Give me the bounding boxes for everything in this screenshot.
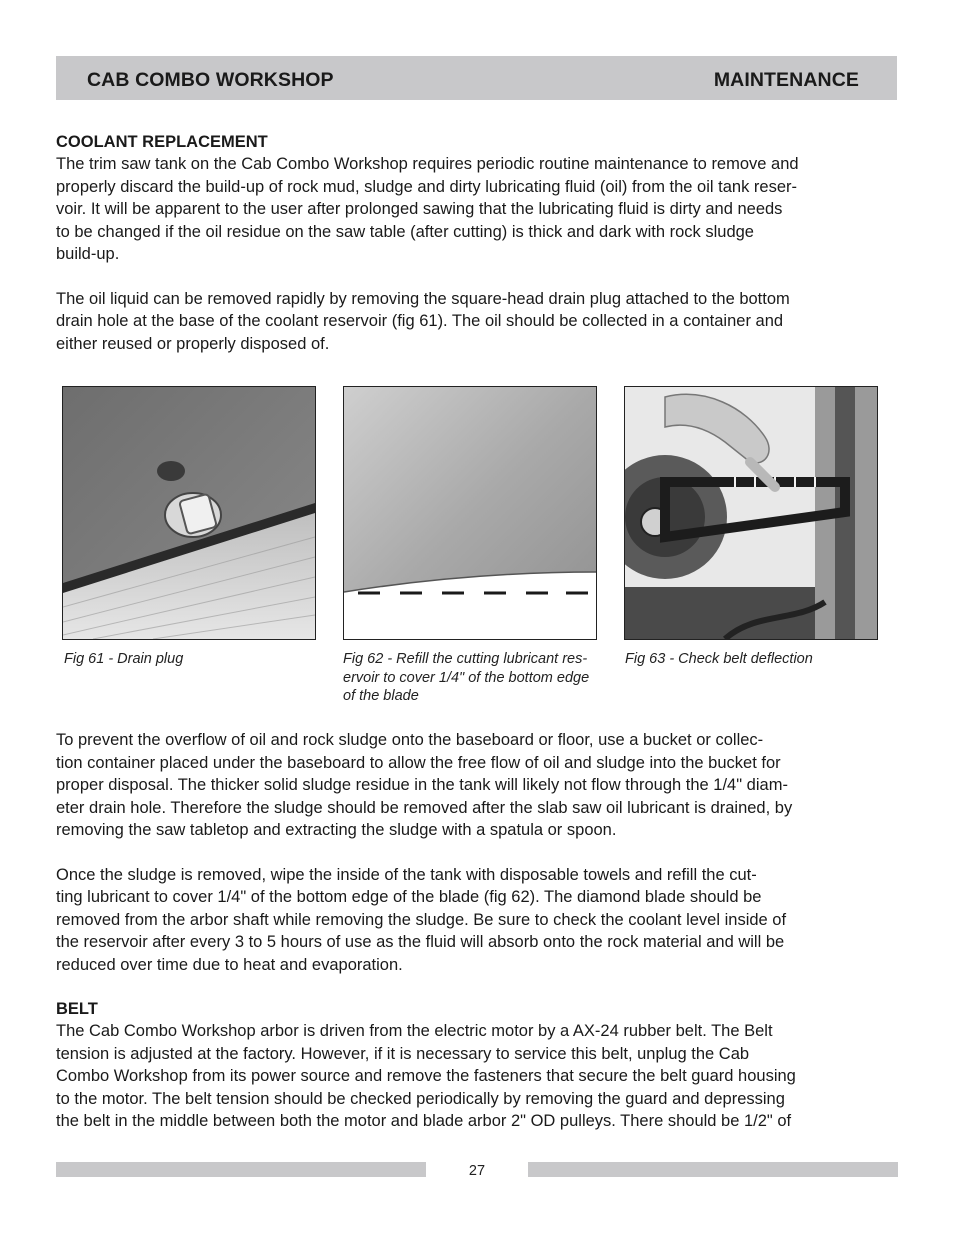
page-number: 27 xyxy=(468,1163,486,1179)
lower-section xyxy=(56,729,901,1133)
figure-drain-plug-photo xyxy=(62,386,316,640)
section-title: MAINTENANCE xyxy=(713,69,859,91)
text-line: removed from the arbor shaft while removing the sludge. Be sure to check the coolant level inside of xyxy=(56,910,787,929)
text-line: properly discard the build-up of rock mud, sludge and dirty lubricating fluid (oil) from the oil tank reser- xyxy=(56,177,798,196)
text-line: to be changed if the oil residue on the saw table (after cutting) is thick and dark with rock sludge xyxy=(56,222,754,241)
text-line: the belt in the middle between both the motor and blade arbor 2" OD pulleys. There should be 1/2" of xyxy=(56,1112,792,1130)
text-line: ting lubricant to cover 1/4" of the bottom edge of the blade (fig 62). The diamond blade should be xyxy=(56,888,762,906)
text-line: proper disposal. The thicker solid sludge residue in the tank will likely not flow through the 1/4" diam- xyxy=(56,776,788,794)
text-line: tion container placed under the baseboard to allow the free flow of oil and sludge into the bucket for xyxy=(56,753,781,772)
text-line: build-up. xyxy=(56,245,120,263)
text-line: to the motor. The belt tension should be checked periodically by removing the guard and depressing xyxy=(56,1089,785,1108)
figure-blade-reservoir-photo xyxy=(343,386,597,640)
belt-paragraph xyxy=(56,1020,901,1133)
text-line: The Cab Combo Workshop arbor is driven from the electric motor by a AX-24 rubber belt. The Belt xyxy=(56,1022,773,1040)
belt-heading: BELT xyxy=(56,1000,98,1018)
refill-paragraph xyxy=(56,864,901,977)
caption-line: ervoir to cover 1/4" of the bottom edge xyxy=(343,669,590,686)
text-line: removing the saw tabletop and extracting the sludge with a spatula or spoon. xyxy=(56,821,617,839)
footer-bar-left xyxy=(56,1162,426,1177)
text-line: voir. It will be apparent to the user after prolonged sawing that the lubricating fluid is dirty and needs xyxy=(56,200,783,218)
coolant-heading: COOLANT REPLACEMENT xyxy=(56,133,268,151)
coolant-paragraph-1 xyxy=(56,153,901,266)
text-line: tension is adjusted at the factory. However, if it is necessary to service this belt, unplug the Cab xyxy=(56,1044,750,1063)
text-line: either reused or properly disposed of. xyxy=(56,334,330,353)
text-line: The trim saw tank on the Cab Combo Workshop requires periodic routine maintenance to remove and xyxy=(56,155,799,173)
text-line: Once the sludge is removed, wipe the inside of the tank with disposable towels and refill the cut- xyxy=(56,865,757,884)
sludge-paragraph xyxy=(56,729,901,842)
text-line: Combo Workshop from its power source and remove the fasteners that secure the belt guard housing xyxy=(56,1067,796,1085)
text-line: reduced over time due to heat and evaporation. xyxy=(56,955,403,974)
header-bar xyxy=(56,56,897,100)
text-line: The oil liquid can be removed rapidly by removing the square-head drain plug attached to the bottom xyxy=(56,289,790,308)
caption-line: Fig 62 - Refill the cutting lubricant res- xyxy=(343,651,588,667)
text-line: eter drain hole. Therefore the sludge should be removed after the slab saw oil lubricant is drained, by xyxy=(56,798,793,817)
figures-row xyxy=(0,386,954,716)
header-title: CAB COMBO WORKSHOP xyxy=(87,69,334,91)
figure-belt-deflection-photo xyxy=(624,386,878,640)
text-line: To prevent the overflow of oil and rock sludge onto the baseboard or floor, use a bucket or collec- xyxy=(56,731,764,749)
footer-bar-right xyxy=(528,1162,898,1177)
coolant-paragraph-2 xyxy=(56,288,901,356)
figure-caption xyxy=(343,650,589,706)
figure-caption xyxy=(64,650,183,669)
caption-line: of the blade xyxy=(343,688,419,704)
text-line: drain hole at the base of the coolant reservoir (fig 61). The oil should be collected in a container and xyxy=(56,312,784,330)
caption-line: Fig 63 - Check belt deflection xyxy=(625,651,813,667)
figure-caption xyxy=(625,650,813,669)
text-line: the reservoir after every 3 to 5 hours of use as the fluid will absorb onto the rock material and will be xyxy=(56,933,785,951)
caption-line: Fig 61 - Drain plug xyxy=(64,651,184,667)
coolant-section xyxy=(56,131,901,355)
